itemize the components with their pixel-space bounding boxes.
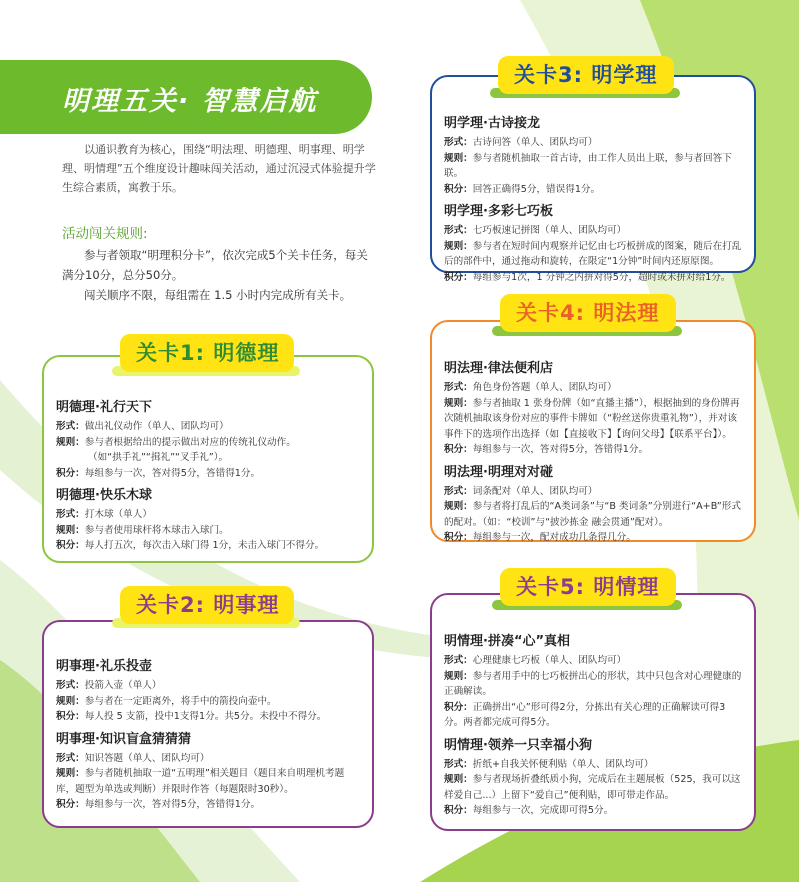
level2-s1-rule: 规则：参与者在一定距离外，将手中的箭投向壶中。 xyxy=(56,695,277,707)
level4-s2-rule: 规则：参与者将打乱后的“A类词条”与“B 类词条”分别进行“A+B”形式的配对。（如：“校训”与“披沙拣金 融会贯通”配对）。 xyxy=(444,501,741,528)
level5-s1-rule: 规则：参与者用手中的七巧板拼出心的形状，其中只包含对心理健康的正确解读。 xyxy=(444,670,742,697)
level2-section1-title: 明事理·礼乐投壶 xyxy=(56,659,152,674)
level2-section2-title: 明事理·知识盲盒猜猜猜 xyxy=(56,731,191,747)
level1-card xyxy=(42,355,374,563)
level2-badge: 关卡2: 明事理 xyxy=(120,586,294,624)
rules-title: 活动闯关规则: xyxy=(62,226,148,242)
page-title: 明理五关· 智慧启航 xyxy=(62,86,318,117)
level4-section1-title: 明法理·律法便利店 xyxy=(444,361,553,376)
level5-s2-form: 形式：折纸+自我关怀便利贴（单人、团队均可） xyxy=(444,758,654,770)
level1-badge: 关卡1: 明德理 xyxy=(120,334,294,372)
level5-section1-title: 明情理·拼凑“心”真相 xyxy=(444,634,571,649)
level2-s2-score: 积分：每组参与一次，答对得5分，答错得1分。 xyxy=(56,799,261,810)
rules-text xyxy=(62,245,374,305)
level3-section2-title: 明学理·多彩七巧板 xyxy=(444,204,553,219)
level3-s1-rule: 规则：参与者随机抽取一首古诗，由工作人员出上联，参与者回答下联。 xyxy=(444,152,732,179)
level3-s2-score: 积分：每组参与1次，1 分钟之内拼对得5分，超时或未拼对给1分。 xyxy=(444,271,731,283)
level5-badge: 关卡5: 明情理 xyxy=(500,568,676,606)
level4-card xyxy=(430,320,756,542)
level1-s1-score: 积分：每组参与一次，答对得5分，答错得1分。 xyxy=(56,467,261,479)
rules-paragraph-1: 参与者领取“明理积分卡”，依次完成5个关卡任务，每关满分10分，总分50分。 xyxy=(62,248,368,282)
rules-paragraph-2: 闯关顺序不限，每组需在 1.5 小时内完成所有关卡。 xyxy=(84,288,352,302)
level1-s1-form: 形式：做出礼仪动作（单人、团队均可） xyxy=(56,421,229,432)
level1-s2-score: 积分：每人打五次，每次击入球门得 1分，未击入球门不得分。 xyxy=(56,540,325,551)
level1-s2-form: 形式：打木球（单人） xyxy=(56,509,152,520)
level2-card xyxy=(42,620,374,828)
level3-s1-form: 形式：古诗问答（单人、团队均可） xyxy=(444,137,598,148)
level5-s1-form: 形式：心理健康七巧板（单人、团队均可） xyxy=(444,655,627,666)
level4-s1-rule: 规则：参与者抽取 1 张身份牌（如“直播主播”），根据抽到的身份牌再次随机抽取该身份对应的事件卡牌如（“粉丝送你贵重礼物”），并对该事件下的选项作出选择（如【直接收下】【询问父母】【联系平台】）。 xyxy=(444,397,740,440)
level4-s2-form: 形式：词条配对（单人、团队均可） xyxy=(444,485,598,497)
level4-s1-form: 形式：角色身份答题（单人、团队均可） xyxy=(444,382,617,393)
level2-s1-score: 积分：每人投 5 支箭，投中1支得1分。共5分。未投中不得分。 xyxy=(56,711,327,722)
level3-s2-rule: 规则：参与者在短时间内观察并记忆由七巧板拼成的图案，随后在打乱后的部件中，通过拖动和旋转，在限定“1分钟”时间内还原原图。 xyxy=(444,240,742,267)
level4-s1-score: 积分：每组参与一次，答对得5分，答错得1分。 xyxy=(444,444,649,455)
level3-card xyxy=(430,75,756,283)
level4-section2-title: 明法理·明理对对碰 xyxy=(444,464,553,480)
level3-badge: 关卡3: 明学理 xyxy=(498,56,674,94)
level5-card xyxy=(430,593,756,831)
level4-badge: 关卡4: 明法理 xyxy=(500,294,676,332)
level2-s1-form: 形式：投箭入壶（单人） xyxy=(56,680,162,691)
level1-section2-title: 明德理·快乐木球 xyxy=(56,488,152,503)
intro-text: 以通识教育为核心，围绕“明法理、明德理、明事理、明学理、明情理”五个维度设计趣味闯关活动，通过沉浸式体验提升学生综合素质，寓教于乐。 xyxy=(62,143,376,194)
level5-s2-score: 积分：每组参与一次，完成即可得5分。 xyxy=(444,805,614,816)
level3-s2-form: 形式：七巧板速记拼图（单人、团队均可） xyxy=(444,225,627,236)
level5-section2-title: 明情理·领养一只幸福小狗 xyxy=(444,737,592,753)
level1-section1-title: 明德理·礼行天下 xyxy=(56,400,152,415)
level1-s1-rule: 规则：参与者根据给出的提示做出对应的传统礼仪动作。 xyxy=(56,436,296,448)
level2-s2-form: 形式：知识答题（单人、团队均可） xyxy=(56,752,210,764)
level2-s2-rule: 规则：参与者随机抽取一道“五明理”相关题目（题目来自明理机考题库，题型为单选或判断）并限时作答（每题限时30秒）。 xyxy=(56,768,345,795)
level4-s2-score: 积分：每组参与一次，配对成功几条得几分。 xyxy=(444,532,636,543)
level5-s2-rule: 规则：参与者现场折叠纸质小狗，完成后在主题展板（525，我可以这样爱自己...）上留下“爱自己”便利贴，即可带走作品。 xyxy=(444,774,741,801)
level1-s2-rule: 规则：参与者使用球杆将木球击入球门。 xyxy=(56,524,229,536)
level3-s1-score: 积分：回答正确得5分，错误得1分。 xyxy=(444,183,601,195)
level5-s1-score: 积分：正确拼出“心”形可得2分，分拣出有关心理的正确解读可得3分。两者都完成可得5分。 xyxy=(444,701,726,728)
level3-section1-title: 明学理·古诗接龙 xyxy=(444,116,540,131)
level1-s1-rule-example: （如“拱手礼”“揖礼”“叉手礼”）。 xyxy=(88,452,229,463)
